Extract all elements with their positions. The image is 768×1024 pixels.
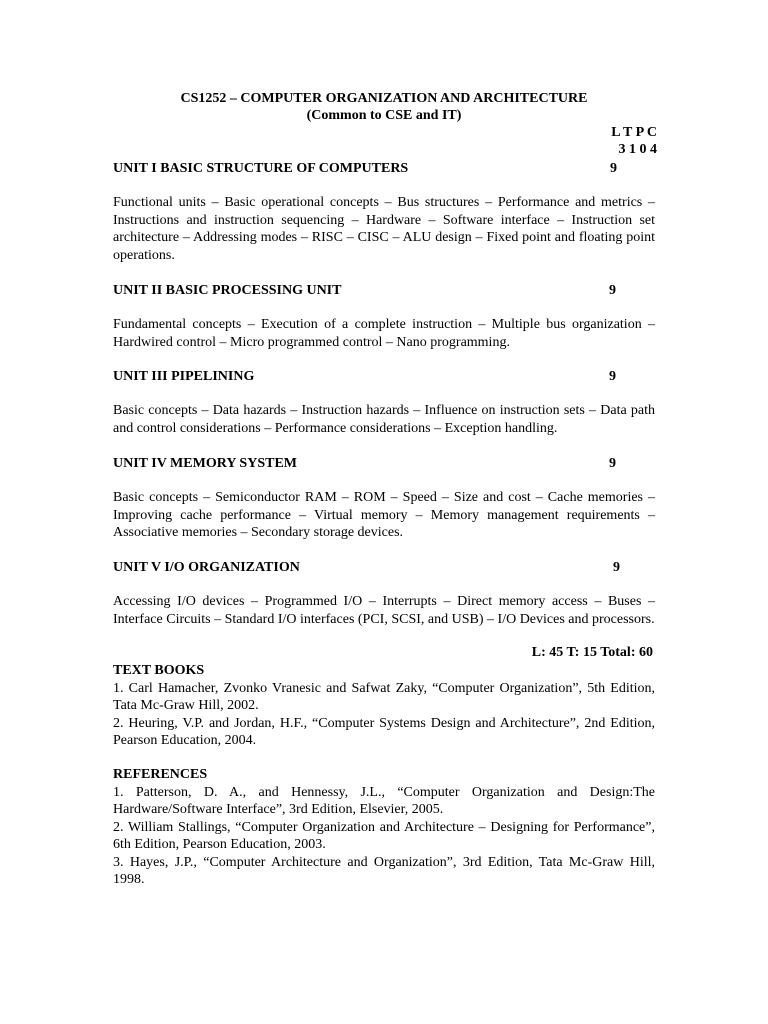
ltpc-block [611,124,657,158]
reference-item-1: 1. Patterson, D. A., and Hennessy, J.L., “Computer Organization and Design:The Hardware/Software Interface”, 3rd Edition, Elsevier, 2005. [113,784,655,817]
unit-4-description: Basic concepts – Semiconductor RAM – ROM – Speed – Size and cost – Cache memories – Improving cache performance – Virtual memory – Memory management requirements – Associative memories – Secondary storage devices. [113,490,655,540]
unit-4-heading: UNIT IV MEMORY SYSTEM [113,456,297,471]
unit-1-heading: UNIT I BASIC STRUCTURE OF COMPUTERS [113,161,409,176]
credit-totals: L: 45 T: 15 Total: 60 [531,645,653,660]
unit-5-heading: UNIT V I/O ORGANIZATION [113,560,300,575]
unit-3-header [113,368,655,386]
unit-4 [113,455,655,542]
unit-4-header [113,455,655,473]
unit-3-heading: UNIT III PIPELINING [113,369,255,384]
text-books-heading: TEXT BOOKS [113,663,205,678]
unit-4-hours: 9 [609,456,616,471]
text-book-item-2: 2. Heuring, V.P. and Jordan, H.F., “Computer Systems Design and Architecture”, 2nd Edition, Pearson Education, 2004. [113,715,655,748]
course-title [113,90,655,124]
course-title-line2: (Common to CSE and IT) [306,108,462,123]
unit-2-hours: 9 [609,283,616,298]
unit-1-hours: 9 [610,161,617,176]
references-heading: REFERENCES [113,767,208,782]
unit-2-heading: UNIT II BASIC PROCESSING UNIT [113,283,342,298]
unit-3-hours: 9 [609,369,616,384]
unit-2 [113,282,655,351]
unit-1-header [113,160,655,178]
references-section [113,766,655,889]
text-books-section [113,662,655,750]
ltpc-header: L T P C [611,125,657,140]
reference-item-3: 3. Hayes, J.P., “Computer Architecture and Organization”, 3rd Edition, Tata Mc-Graw Hill, 1998. [113,854,655,887]
unit-5 [113,559,655,628]
unit-1-description: Functional units – Basic operational concepts – Bus structures – Performance and metrics – Instructions and instruction sequencing – Hardware – Software interface – Instruction set architecture – Addressing modes – RISC – CISC – ALU design – Fixed point and floating point operations. [113,195,655,263]
unit-5-description: Accessing I/O devices – Programmed I/O – Interrupts – Direct memory access – Buses – Interface Circuits – Standard I/O interfaces (PCI, SCSI, and USB) – I/O Devices and processors. [113,594,655,627]
ltpc-values: 3 1 0 4 [618,142,657,157]
unit-2-description: Fundamental concepts – Execution of a complete instruction – Multiple bus organization – Hardwired control – Micro programmed control – Nano programming. [113,317,655,350]
unit-1 [113,160,655,264]
text-book-item-1: 1. Carl Hamacher, Zvonko Vranesic and Safwat Zaky, “Computer Organization”, 5th Edition, Tata Mc-Graw Hill, 2002. [113,680,655,713]
unit-5-hours: 9 [613,560,620,575]
unit-2-header [113,282,655,300]
unit-5-header [113,559,655,577]
course-title-line1: CS1252 – COMPUTER ORGANIZATION AND ARCHITECTURE [180,91,588,106]
unit-3-description: Basic concepts – Data hazards – Instruction hazards – Influence on instruction sets – Data path and control considerations – Performance considerations – Exception handling. [113,403,655,436]
reference-item-2: 2. William Stallings, “Computer Organization and Architecture – Designing for Performance”, 6th Edition, Pearson Education, 2003. [113,819,655,852]
unit-3 [113,368,655,437]
